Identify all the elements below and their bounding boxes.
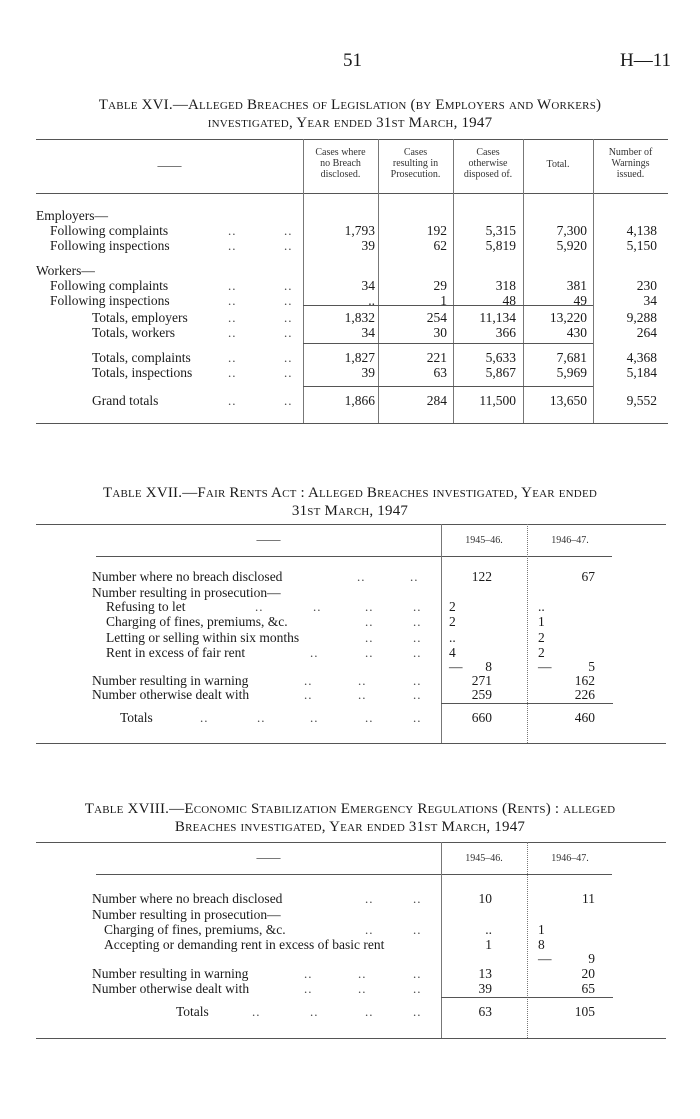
table16-cell: 5,315 (485, 223, 516, 238)
table17-col-divider (441, 524, 442, 743)
table17-row-label: Number resulting in prosecution— (92, 585, 281, 600)
table17-sub-1945: 2 (449, 599, 456, 614)
table16-leader-dots: .. (284, 325, 293, 340)
table16-cell: 192 (426, 223, 447, 238)
table18-leader-dots: .. (358, 966, 367, 981)
table17-leader-dots: .. (365, 614, 374, 629)
table17-row-label: Number resulting in warning (92, 673, 249, 688)
table16-cell: 7,681 (556, 350, 587, 365)
table18-row-label: Charging of fines, premiums, &c. (104, 922, 286, 937)
table18-value-1946: 65 (581, 981, 595, 996)
table18-leader-dots: .. (358, 981, 367, 996)
table16-stub-header: —— (157, 158, 182, 172)
table18-col-divider (441, 842, 442, 1038)
table17-top-rule (36, 524, 666, 525)
table16-cell: 11,134 (479, 310, 516, 325)
table16-group-rule (303, 305, 593, 306)
table17-leader-dots: .. (310, 710, 319, 725)
table18-value-1946: 105 (574, 1004, 595, 1019)
table16-header-c5: Number of Warnings issued. (608, 147, 653, 180)
table16-header-c4: Total. (546, 159, 570, 170)
table16-cell: 7,300 (556, 223, 587, 238)
table16-cell: 5,150 (626, 238, 657, 253)
table16-leader-dots: .. (284, 350, 293, 365)
table16-cell: 221 (426, 350, 447, 365)
table16-leader-dots: .. (228, 223, 237, 238)
table18-header-1946: 1946–47. (551, 853, 589, 864)
table17-value-1945: 259 (471, 687, 492, 702)
table16-cell: 381 (566, 278, 587, 293)
table17-leader-dots: .. (200, 710, 209, 725)
table18-top-rule (36, 842, 666, 843)
table17-leader-dots: .. (310, 645, 319, 660)
table17-sub-1946: .. (538, 599, 545, 614)
page-number: 51 (343, 50, 362, 71)
table17-bottom-rule (36, 743, 666, 744)
table16-cell: 430 (566, 325, 587, 340)
table16-leader-dots: .. (228, 293, 237, 308)
table18-value-1946: 11 (582, 891, 595, 906)
table16-header-c2: Cases resulting in Prosecution. (390, 147, 441, 180)
table16-row-label: Following complaints (50, 278, 169, 293)
table18-leader-dots: .. (304, 966, 313, 981)
table17-sub-1946: 2 (538, 630, 545, 645)
table17-title (0, 484, 700, 520)
table16-leader-dots: .. (284, 310, 293, 325)
table17-leader-dots: .. (365, 645, 374, 660)
table18-sub-1946: 8 (538, 937, 545, 952)
table17-value-1946: 226 (574, 687, 595, 702)
table17-leader-dots: .. (413, 710, 422, 725)
table17-leader-dots: .. (358, 687, 367, 702)
table18-row-label: Number resulting in prosecution— (92, 907, 281, 922)
section-code: H—11 (620, 50, 672, 71)
table16-cell: 1 (440, 293, 447, 308)
table16-cell: 48 (502, 293, 516, 308)
table16-group-rule (303, 343, 593, 344)
table17-value-1946: 460 (574, 710, 595, 725)
table16-header-c1: Cases where no Breach disclosed. (315, 147, 366, 180)
table18-sub-1946: 1 (538, 922, 545, 937)
table16-cell: 366 (495, 325, 516, 340)
table16-leader-dots: .. (284, 223, 293, 238)
table16-cell: 62 (433, 238, 447, 253)
table18-leader-dots: .. (365, 1004, 374, 1019)
table18-value-1945: 1 (485, 937, 492, 952)
table16-cell: 4,138 (626, 223, 657, 238)
table17-row-label: Letting or selling within six months (106, 630, 300, 645)
table17-value-1946: 162 (574, 673, 595, 688)
table17-row-label: Totals (120, 710, 153, 725)
table16-row-label: Following inspections (50, 238, 170, 253)
table16-cell: 34 (361, 325, 375, 340)
table18-bottom-rule (36, 1038, 666, 1039)
table16-leader-dots: .. (228, 325, 237, 340)
table16-leader-dots: .. (284, 365, 293, 380)
table18-value-1945: 63 (478, 1004, 492, 1019)
table18-title (0, 800, 700, 836)
table16-cell: 1,832 (344, 310, 375, 325)
table16-leader-dots: .. (284, 293, 293, 308)
table16-row-label: Totals, inspections (92, 365, 193, 380)
table17-leader-dots: .. (304, 673, 313, 688)
table17-sub-1945: .. (449, 630, 456, 645)
table18-row-label: Number where no breach disclosed (92, 891, 283, 906)
table16-cell: 63 (433, 365, 447, 380)
table17-value-1945: 271 (471, 673, 492, 688)
table16-cell: 30 (433, 325, 447, 340)
table18-leader-dots: .. (304, 981, 313, 996)
table18-leader-dots: .. (365, 922, 374, 937)
table16-cell: 254 (426, 310, 447, 325)
table16-cell: 5,969 (556, 365, 587, 380)
table18-stub-header: —— (256, 850, 281, 864)
table16-cell: 11,500 (479, 393, 516, 408)
table17-title-line1: Table XVII.—Fair Rents Act : Alleged Breaches investigated, Year ended (102, 485, 598, 501)
table16-group-rule (303, 386, 593, 387)
table18-value-1945: 39 (478, 981, 492, 996)
table16-header-c3: Cases otherwise disposed of. (463, 147, 513, 180)
table16-cell: 230 (636, 278, 657, 293)
table18-header-1945: 1945–46. (465, 853, 503, 864)
table16-cell: 39 (361, 238, 375, 253)
table16-cell: 39 (361, 365, 375, 380)
table16-cell: 4,368 (626, 350, 657, 365)
table17-header-1945: 1945–46. (465, 535, 503, 546)
table17-row-label: Number where no breach disclosed (92, 569, 283, 584)
table16-cell: 5,819 (485, 238, 516, 253)
table18-sub-1946: — (538, 951, 552, 966)
table16-cell: 13,220 (549, 310, 587, 325)
table17-leader-dots: .. (413, 599, 422, 614)
table17-value-1945: 660 (471, 710, 492, 725)
table17-value-1945: 8 (485, 659, 492, 674)
table18-leader-dots: .. (413, 1004, 422, 1019)
table17-leader-dots: .. (413, 673, 422, 688)
table18-leader-dots: .. (365, 891, 374, 906)
table16-cell: 1,827 (344, 350, 375, 365)
table18-leader-dots: .. (252, 1004, 261, 1019)
table17-leader-dots: .. (358, 673, 367, 688)
table16-row-label: Totals, workers (92, 325, 176, 340)
table16-row-label: Totals, employers (92, 310, 188, 325)
table18-value-1945: .. (485, 922, 492, 937)
table18-header-rule (96, 874, 612, 875)
table16-cell: 9,552 (626, 393, 657, 408)
table17-col-divider (527, 524, 528, 743)
table16-leader-dots: .. (228, 238, 237, 253)
table17-stub-header: —— (256, 532, 281, 546)
table16-cell: 49 (573, 293, 587, 308)
table16-row-label: Totals, complaints (92, 350, 191, 365)
table17-title-line2: 31st March, 1947 (291, 503, 409, 519)
table16-cell: 5,184 (626, 365, 657, 380)
table18-leader-dots: .. (310, 1004, 319, 1019)
table17-row-label: Rent in excess of fair rent (106, 645, 246, 660)
table16-cell: 264 (636, 325, 657, 340)
table17-row-label: Charging of fines, premiums, &c. (106, 614, 288, 629)
table17-leader-dots: .. (413, 687, 422, 702)
table18-totals-rule (441, 997, 613, 998)
table17-leader-dots: .. (410, 569, 419, 584)
table18-value-1945: 13 (478, 966, 492, 981)
table17-sub-1946: 1 (538, 614, 545, 629)
table16-cell: 5,867 (485, 365, 516, 380)
table17-header-1946: 1946–47. (551, 535, 589, 546)
table16-leader-dots: .. (284, 278, 293, 293)
table18-leader-dots: .. (413, 922, 422, 937)
table16-cell: .. (368, 293, 375, 308)
table16-cell: 318 (495, 278, 516, 293)
table17-leader-dots: .. (357, 569, 366, 584)
table16-col-divider (303, 139, 304, 423)
table18-leader-dots: .. (413, 891, 422, 906)
table18-row-label: Totals (176, 1004, 209, 1019)
table18-title-line2: Breaches investigated, Year ended 31st March, 1947 (174, 819, 526, 835)
table17-leader-dots: .. (304, 687, 313, 702)
table17-header-rule (96, 556, 612, 557)
table17-leader-dots: .. (365, 630, 374, 645)
table17-leader-dots: .. (413, 614, 422, 629)
table18-row-label: Accepting or demanding rent in excess of basic rent (104, 937, 385, 952)
table17-leader-dots: .. (365, 710, 374, 725)
table18-col-divider (527, 842, 528, 1038)
table17-row-label: Number otherwise dealt with (92, 687, 250, 702)
table16-cell: 5,633 (485, 350, 516, 365)
table18-leader-dots: .. (413, 981, 422, 996)
table17-leader-dots: .. (365, 599, 374, 614)
table17-sub-1945: 2 (449, 614, 456, 629)
table16-top-rule (36, 139, 668, 140)
table16-cell: 1,793 (344, 223, 375, 238)
table16-row-label: Grand totals (92, 393, 159, 408)
table17-leader-dots: .. (313, 599, 322, 614)
table16-title-line2: investigated, Year ended 31st March, 1947 (207, 115, 493, 131)
table18-title-line1: Table XVIII.—Economic Stabilization Emergency Regulations (Rents) : alleged (84, 801, 616, 817)
table16-leader-dots: .. (228, 278, 237, 293)
table16-row-label: Following complaints (50, 223, 169, 238)
table18-value-1946: 20 (581, 966, 595, 981)
table18-leader-dots: .. (413, 966, 422, 981)
table16-cell: 9,288 (626, 310, 657, 325)
table17-value-1946: 67 (581, 569, 595, 584)
table17-value-1945: 122 (471, 569, 492, 584)
table16-leader-dots: .. (228, 365, 237, 380)
table16-bottom-rule (36, 423, 668, 424)
table17-totals-rule (441, 703, 613, 704)
table16-cell: 34 (643, 293, 657, 308)
table17-sub-1945: — (449, 659, 463, 674)
table18-value-1945: 10 (478, 891, 492, 906)
table18-value-1946: 9 (588, 951, 595, 966)
table18-row-label: Number otherwise dealt with (92, 981, 250, 996)
table16-leader-dots: .. (284, 393, 293, 408)
table16-row-label: Workers— (36, 263, 95, 278)
table16-title-line1: Table XVI.—Alleged Breaches of Legislation (by Employers and Workers) (98, 97, 602, 113)
table16-cell: 284 (426, 393, 447, 408)
table18-row-label: Number resulting in warning (92, 966, 249, 981)
table16-leader-dots: .. (228, 310, 237, 325)
table17-leader-dots: .. (257, 710, 266, 725)
table17-leader-dots: .. (413, 645, 422, 660)
table17-value-1946: 5 (588, 659, 595, 674)
table16-header-rule (36, 193, 668, 194)
table16-title (0, 96, 700, 132)
table17-sub-1946: — (538, 659, 552, 674)
table16-leader-dots: .. (228, 350, 237, 365)
table17-sub-1946: 2 (538, 645, 545, 660)
table16-cell: 29 (433, 278, 447, 293)
table17-leader-dots: .. (413, 630, 422, 645)
table17-row-label: Refusing to let (106, 599, 186, 614)
table16-cell: 13,650 (549, 393, 587, 408)
table17-sub-1945: 4 (449, 645, 456, 660)
table16-cell: 1,866 (344, 393, 375, 408)
table16-cell: 5,920 (556, 238, 587, 253)
table16-row-label: Following inspections (50, 293, 170, 308)
table17-leader-dots: .. (255, 599, 264, 614)
table16-row-label: Employers— (36, 208, 108, 223)
table16-leader-dots: .. (284, 238, 293, 253)
table16-leader-dots: .. (228, 393, 237, 408)
table16-cell: 34 (361, 278, 375, 293)
